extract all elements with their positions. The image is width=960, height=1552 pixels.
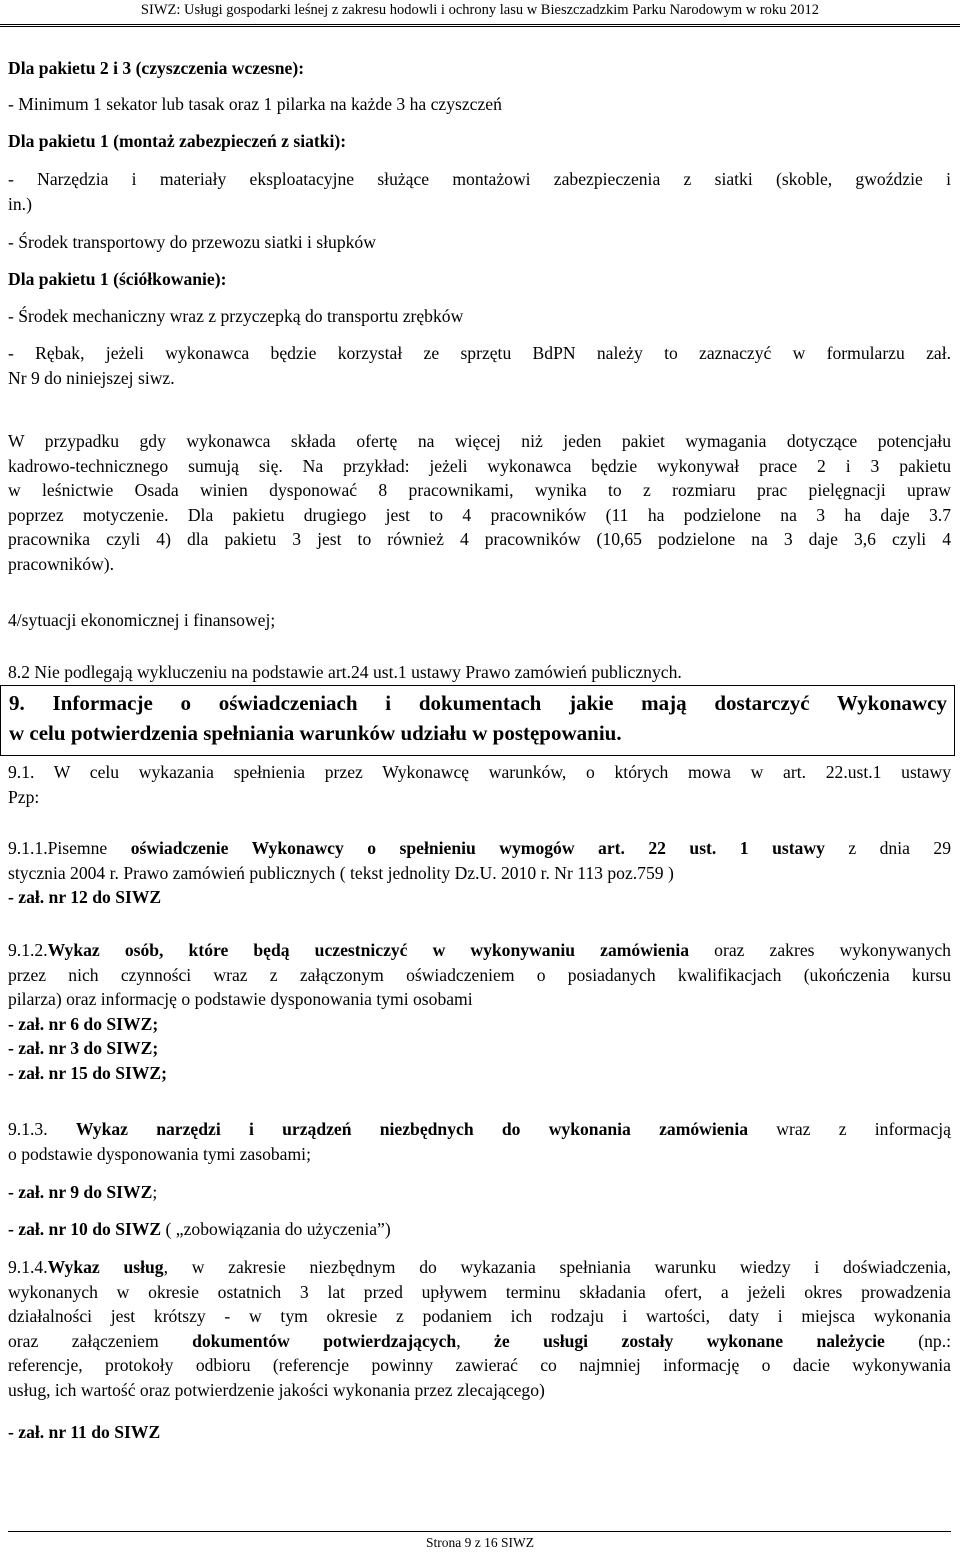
- emphasis: Wykaz usług: [47, 1257, 164, 1277]
- line: Pzp:: [8, 786, 40, 807]
- section-9-heading-line2: w celu potwierdzenia spełniania warunków udziału w postępowaniu.: [9, 721, 622, 745]
- line: [8, 1117, 951, 1142]
- line: działalności jest krótszy - w tym okresie z podaniem ich rodzaju i wartości, daty i miejsca wykonania: [8, 1306, 951, 1327]
- text: (np.:: [884, 1330, 952, 1351]
- economic-situation: 4/sytuacji ekonomicznej i finansowej;: [8, 610, 276, 630]
- line: poprzez motyczenie. Dla pakietu drugiego jest to 4 pracowników (11 ha podzielone na 3 ha daje 3.7: [8, 504, 951, 525]
- text: ;: [152, 1182, 158, 1202]
- text: ,: [456, 1330, 495, 1351]
- line: stycznia 2004 r. Prawo zamówień publicznych ( tekst jednolity Dz.U. 2010 r. Nr 113 poz.759 ): [8, 862, 674, 883]
- section-9-1-4: [8, 1255, 951, 1403]
- emphasis: oświadczenie Wykonawcy o spełnieniu wymogów art. 22 ust. 1 ustawy: [130, 838, 825, 858]
- attachment-ref: - zał. nr 3 do SIWZ;: [8, 1038, 159, 1059]
- text: oraz załączeniem: [8, 1330, 193, 1351]
- package-1-mulching-heading: Dla pakietu 1 (ściółkowanie):: [8, 269, 227, 289]
- text: , w zakresie niezbędnym do wykazania spełniania warunku wiedzy i doświadczenia,: [163, 1257, 951, 1277]
- line: kadrowo-technicznego sumują się. Na przykład: jeżeli wykonawca będzie wykonywał prace 2 i 3 pakietu: [8, 455, 951, 476]
- text: z dnia 29: [824, 838, 952, 858]
- package-1-item-tools: [8, 167, 951, 216]
- text: 9.1.2.: [8, 940, 48, 960]
- attachment-ref: - zał. nr 6 do SIWZ;: [8, 1013, 159, 1034]
- section-9-1-3-attachment-10: [8, 1217, 951, 1242]
- line: referencje, protokoły odbioru (referencje powinny zawierać co najmniej informację o dacie wykonywania: [8, 1355, 951, 1376]
- line: - Rębak, jeżeli wykonawca będzie korzystał ze sprzętu BdPN należy to zaznaczyć w formularzu zał.: [8, 343, 951, 363]
- line: [8, 938, 951, 963]
- section-8-2: 8.2 Nie podlegają wykluczeniu na podstawie art.24 ust.1 ustawy Prawo zamówień publicznych.: [8, 662, 682, 682]
- section-9-heading-box: [0, 685, 955, 756]
- header-title: SIWZ: Usługi gospodarki leśnej z zakresu hodowli i ochrony lasu w Bieszczadzkim Parku Narodowym w roku 2012: [140, 2, 820, 18]
- line: - Narzędzia i materiały eksploatacyjne służące montażowi zabezpieczenia z siatki (skoble, gwoździe i: [8, 169, 951, 189]
- attachment-ref: - zał. nr 12 do SIWZ: [8, 887, 162, 908]
- emphasis: Wykaz narzędzi i urządzeń niezbędnych do wykonania zamówienia: [75, 1119, 749, 1139]
- line: [8, 836, 951, 861]
- package-1-mulching-item: - Środek mechaniczny wraz z przyczepką do transportu zrębków: [8, 306, 464, 326]
- text: 9.1.1.Pisemne: [8, 838, 131, 858]
- package-1-item-transport: - Środek transportowy do przewozu siatki i słupków: [8, 232, 376, 252]
- emphasis: dokumentów potwierdzających: [192, 1330, 457, 1351]
- page-footer: [0, 1535, 960, 1551]
- emphasis: Wykaz osób, które będą uczestniczyć w wykonywaniu zamówienia: [47, 940, 690, 960]
- section-9-1-3-attachment-9: [8, 1180, 951, 1205]
- emphasis: - zał. nr 9 do SIWZ: [8, 1182, 153, 1202]
- text: wraz z informacją: [748, 1119, 951, 1139]
- line: W przypadku gdy wykonawca składa ofertę na więcej niż jeden pakiet wymagania dotyczące potencjału: [8, 431, 951, 451]
- page-header: [0, 0, 960, 25]
- line: [8, 1255, 951, 1280]
- line: usług, ich wartość oraz potwierdzenie jakości wykonania przez zlecającego): [8, 1379, 545, 1400]
- section-9-heading-line1: 9. Informacje o oświadczeniach i dokumentach jakie mają dostarczyć Wykonawcy: [9, 691, 947, 715]
- attachment-ref: - zał. nr 15 do SIWZ;: [8, 1062, 168, 1083]
- text: 9.1.4.: [8, 1257, 48, 1277]
- package-1-heading: Dla pakietu 1 (montaż zabezpieczeń z siatki):: [8, 131, 347, 151]
- section-9-1-1: [8, 836, 951, 910]
- line: pilarza) oraz informację o podstawie dysponowania tymi osobami: [8, 989, 473, 1010]
- line: [8, 1329, 951, 1354]
- section-9-1-4-attachment: - zał. nr 11 do SIWZ: [8, 1422, 161, 1442]
- line: wykonanych w okresie ostatnich 3 lat przed upływem terminu składania ofert, a jeżeli okres prowadzenia: [8, 1281, 951, 1302]
- line: pracowników).: [8, 553, 115, 574]
- line: przez nich czynności wraz z załączonym oświadczeniem o posiadanych kwalifikacjach (ukończenia kursu: [8, 964, 951, 985]
- header-divider: [0, 26, 960, 27]
- line: in.): [8, 193, 32, 214]
- text: oraz zakres wykonywanych: [689, 940, 951, 960]
- section-9-1-3: [8, 1117, 951, 1166]
- line: Nr 9 do niniejszej siwz.: [8, 367, 175, 388]
- package-2-3-item: - Minimum 1 sekator lub tasak oraz 1 pilarka na każde 3 ha czyszczeń: [8, 94, 502, 114]
- footer-divider: [8, 1531, 951, 1532]
- emphasis: - zał. nr 10 do SIWZ: [8, 1219, 162, 1239]
- package-1-chipper-item: [8, 341, 951, 390]
- multi-package-paragraph: [8, 429, 951, 577]
- section-9-1: [8, 760, 951, 809]
- line: pracownika czyli 4) dla pakietu 3 jest to również 4 pracowników (10,65 podzielone na 3 daje 3,6 czyli 4: [8, 529, 951, 550]
- line: w leśnictwie Osada winien dysponować 8 pracownikami, wynika to z rozmiaru prac pielęgnacji upraw: [8, 480, 951, 501]
- page-number: Strona 9 z 16 SIWZ: [426, 1535, 534, 1550]
- text: ( „zobowiązania do użyczenia”): [161, 1219, 391, 1239]
- line: o podstawie dysponowania tymi zasobami;: [8, 1143, 311, 1164]
- package-2-3-heading: Dla pakietu 2 i 3 (czyszczenia wczesne):: [8, 58, 305, 78]
- section-9-1-2: [8, 938, 951, 1086]
- line: 9.1. W celu wykazania spełnienia przez Wykonawcę warunków, o których mowa w art. 22.ust.1 ustawy: [8, 762, 951, 782]
- text: 9.1.3.: [8, 1119, 76, 1139]
- emphasis: że usługi zostały wykonane należycie: [494, 1330, 885, 1351]
